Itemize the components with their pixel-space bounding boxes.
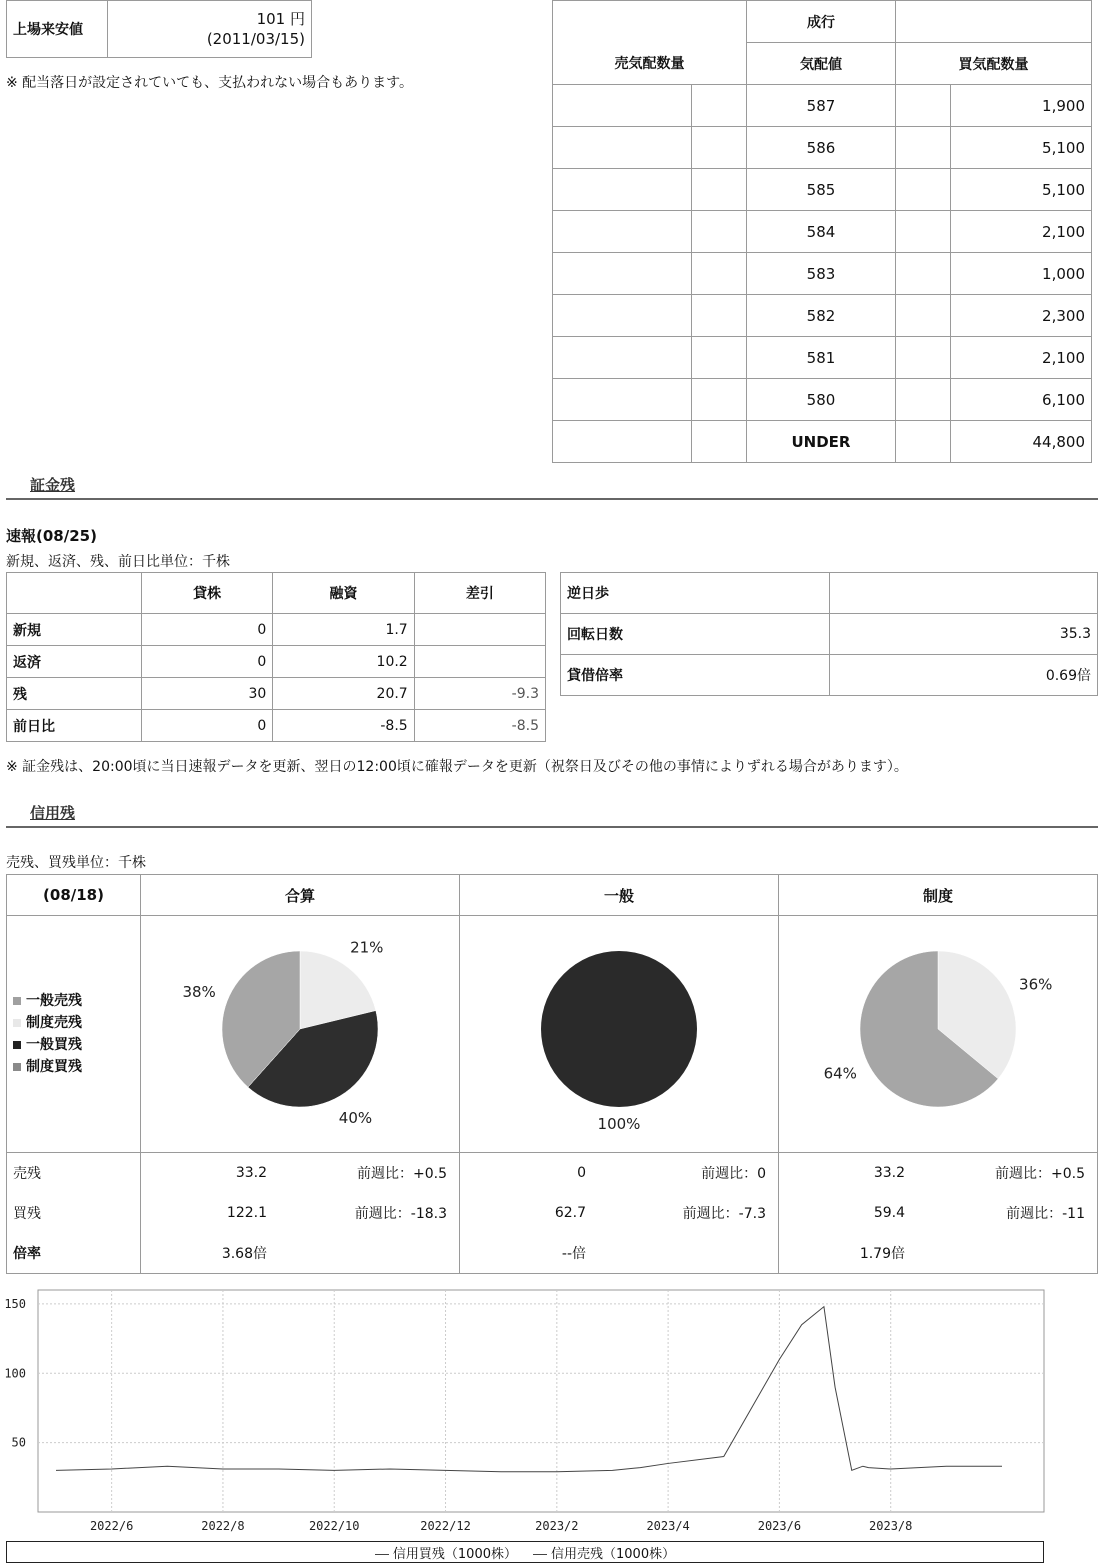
order-book-row — [553, 295, 1092, 337]
shoukin-row-label: 残 — [7, 678, 142, 710]
order-book-table — [552, 0, 1092, 463]
y-tick-label: 100 — [4, 1366, 26, 1381]
buy-qty-cell: 2,100 — [951, 337, 1092, 379]
kashikabu-cell: 0 — [142, 710, 273, 742]
credit-cell — [779, 1233, 1098, 1274]
credit-diff: 前週比：+0.5 — [357, 1166, 447, 1182]
pie-seido — [785, 916, 1091, 1148]
chart-legend — [6, 1541, 1044, 1563]
pie-slice-label: 64% — [823, 1064, 857, 1083]
shoukin-unit: 新規、返済、残、前日比単位：千株 — [6, 554, 230, 570]
legend-item — [13, 1012, 134, 1034]
credit-value: --倍 — [561, 1246, 586, 1262]
credit-value: 0 — [577, 1165, 586, 1181]
sell-order-cell — [692, 127, 747, 169]
credit-cell — [141, 1233, 460, 1274]
pie-slice-label: 100% — [597, 1115, 641, 1133]
credit-cell — [460, 1233, 779, 1274]
price-cell: 584 — [747, 211, 896, 253]
buy-qty-cell: 6,100 — [951, 379, 1092, 421]
order-book-row — [553, 127, 1092, 169]
x-tick-label: 2023/6 — [757, 1519, 802, 1533]
sell-order-cell — [692, 85, 747, 127]
sashihiki-cell — [414, 614, 545, 646]
legend-sell: 信用売残（1000株） — [533, 1543, 675, 1562]
y-tick-label: 150 — [4, 1296, 26, 1311]
shoukin-table — [6, 572, 546, 742]
order-book-row — [553, 85, 1092, 127]
shoukin-row — [7, 710, 546, 742]
credit-row-label: 倍率 — [7, 1233, 141, 1274]
order-book-row — [553, 421, 1092, 463]
market-order-label: 成行 — [747, 1, 896, 43]
credit-row — [7, 1153, 1098, 1194]
sell-qty-cell — [553, 421, 692, 463]
pie-slice — [541, 951, 697, 1107]
legend-swatch — [13, 1041, 21, 1049]
col-ippan: 一般 — [460, 875, 779, 916]
legend-swatch — [13, 1063, 21, 1071]
buy-qty-cell: 5,100 — [951, 127, 1092, 169]
credit-cell — [779, 1193, 1098, 1233]
buy-order-cell — [896, 169, 951, 211]
sashihiki-header: 差引 — [414, 573, 545, 614]
listing-low-date: (2011/03/15) — [206, 30, 305, 48]
sashihiki-cell: -9.3 — [414, 678, 545, 710]
buy-qty-cell: 5,100 — [951, 169, 1092, 211]
pie-slice-label: 21% — [350, 938, 384, 957]
legend-swatch — [13, 997, 21, 1005]
sell-qty-cell — [553, 337, 692, 379]
sashihiki-cell: -8.5 — [414, 710, 545, 742]
legend-swatch — [13, 1019, 21, 1027]
sell-qty-cell — [553, 169, 692, 211]
shoukin-row — [7, 646, 546, 678]
listing-low-table — [6, 0, 312, 58]
sell-order-cell — [692, 295, 747, 337]
listing-low-price: 101 円 — [256, 10, 305, 28]
pie-gassan — [147, 916, 453, 1148]
credit-diff: 前週比：0 — [701, 1166, 766, 1182]
legend-label: 一般売残 — [26, 993, 82, 1009]
order-book-row — [553, 379, 1092, 421]
stats-row — [561, 573, 1098, 614]
buy-order-cell — [896, 379, 951, 421]
yushi-header: 融資 — [273, 573, 414, 614]
credit-date: (08/18) — [7, 875, 141, 916]
yushi-cell: 10.2 — [273, 646, 414, 678]
order-book-row — [553, 169, 1092, 211]
sell-order-cell — [692, 169, 747, 211]
credit-value: 1.79倍 — [859, 1246, 905, 1262]
x-tick-label: 2022/6 — [89, 1519, 134, 1533]
sell-qty-cell — [553, 85, 692, 127]
sell-qty-cell — [553, 253, 692, 295]
sell-qty-cell — [553, 211, 692, 253]
kashikabu-cell: 0 — [142, 614, 273, 646]
listing-low-label: 上場来安値 — [7, 1, 108, 58]
x-tick-label: 2023/2 — [535, 1519, 579, 1533]
credit-diff: 前週比：-11 — [1006, 1206, 1085, 1222]
x-tick-label: 2023/8 — [869, 1519, 913, 1533]
section-divider — [6, 498, 1098, 500]
listing-low-value — [108, 1, 312, 58]
x-tick-label: 2023/4 — [646, 1519, 690, 1533]
credit-value: 33.2 — [873, 1165, 905, 1181]
credit-diff: 前週比：-18.3 — [354, 1206, 447, 1222]
buy-qty-cell: 44,800 — [951, 421, 1092, 463]
shoukin-row-label: 返済 — [7, 646, 142, 678]
stats-row — [561, 614, 1098, 655]
sell-order-cell — [692, 421, 747, 463]
buy-order-cell — [896, 211, 951, 253]
stats-value: 35.3 — [830, 614, 1098, 655]
order-book-row — [553, 211, 1092, 253]
credit-line-chart — [0, 1284, 1100, 1540]
pie-slice-label: 38% — [182, 982, 216, 1001]
buy-qty-cell: 2,100 — [951, 211, 1092, 253]
x-tick-label: 2022/12 — [420, 1519, 471, 1533]
sell-qty-cell — [553, 295, 692, 337]
legend-label: 制度買残 — [26, 1059, 82, 1075]
buy-order-cell — [896, 421, 951, 463]
legend-label: 制度売残 — [26, 1015, 82, 1031]
price-cell: 582 — [747, 295, 896, 337]
yushi-cell: -8.5 — [273, 710, 414, 742]
dividend-note: ※ 配当落日が設定されていても、支払われない場合もあります。 — [6, 75, 414, 91]
stats-label: 回転日数 — [561, 614, 830, 655]
credit-row-label: 買残 — [7, 1193, 141, 1233]
stats-row — [561, 655, 1098, 696]
credit-diff: 前週比：-7.3 — [682, 1206, 766, 1222]
credit-unit: 売残、買残単位：千株 — [6, 855, 146, 871]
col-seido: 制度 — [779, 875, 1098, 916]
sell-order-cell — [692, 253, 747, 295]
shoukin-section-title[interactable]: 証金残 — [30, 476, 76, 494]
pie-slice-label: 36% — [1019, 975, 1053, 994]
credit-value: 59.4 — [873, 1205, 905, 1221]
credit-section-title[interactable]: 信用残 — [30, 804, 76, 822]
stats-value: 0.69倍 — [830, 655, 1098, 696]
credit-cell — [460, 1193, 779, 1233]
legend-buy: 信用買残（1000株） — [375, 1543, 517, 1562]
buy-order-cell — [896, 337, 951, 379]
price-cell: 587 — [747, 85, 896, 127]
price-cell: 585 — [747, 169, 896, 211]
sell-qty-cell — [553, 127, 692, 169]
buy-qty-header: 買気配数量 — [896, 43, 1092, 85]
y-tick-label: 50 — [11, 1435, 26, 1450]
kashikabu-header: 貸株 — [142, 573, 273, 614]
credit-cell — [460, 1153, 779, 1194]
kashikabu-cell: 0 — [142, 646, 273, 678]
credit-cell — [141, 1193, 460, 1233]
legend-item — [13, 990, 134, 1012]
legend-label: 一般買残 — [26, 1037, 82, 1053]
credit-value: 62.7 — [554, 1205, 586, 1221]
pie-ippan — [466, 916, 772, 1148]
credit-row — [7, 1193, 1098, 1233]
buy-qty-cell: 1,000 — [951, 253, 1092, 295]
buy-order-cell — [896, 127, 951, 169]
buy-order-cell — [896, 295, 951, 337]
pie-legend — [7, 916, 141, 1153]
col-gassan: 合算 — [141, 875, 460, 916]
plot-area — [38, 1290, 1044, 1512]
stats-label: 逆日歩 — [561, 573, 830, 614]
shoukin-row — [7, 614, 546, 646]
kashikabu-cell: 30 — [142, 678, 273, 710]
section-divider — [6, 826, 1098, 828]
credit-row — [7, 1233, 1098, 1274]
buy-qty-cell: 2,300 — [951, 295, 1092, 337]
legend-item — [13, 1034, 134, 1056]
legend-item — [13, 1056, 134, 1078]
price-cell: 581 — [747, 337, 896, 379]
sokuho-title: 速報(08/25) — [6, 527, 97, 545]
credit-cell — [141, 1153, 460, 1194]
order-book-row — [553, 253, 1092, 295]
shoukin-row-label: 新規 — [7, 614, 142, 646]
stats-label: 貸借倍率 — [561, 655, 830, 696]
sell-qty-cell — [553, 379, 692, 421]
price-cell: UNDER — [747, 421, 896, 463]
sell-order-cell — [692, 211, 747, 253]
price-cell: 586 — [747, 127, 896, 169]
credit-row-label: 売残 — [7, 1153, 141, 1194]
credit-value: 122.1 — [226, 1205, 267, 1221]
price-header: 気配値 — [747, 43, 896, 85]
shoukin-stats-table — [560, 572, 1098, 696]
credit-value: 3.68倍 — [221, 1246, 267, 1262]
buy-qty-cell: 1,900 — [951, 85, 1092, 127]
credit-value: 33.2 — [235, 1165, 267, 1181]
yushi-cell: 1.7 — [273, 614, 414, 646]
sashihiki-cell — [414, 646, 545, 678]
yushi-cell: 20.7 — [273, 678, 414, 710]
shoukin-row-label: 前日比 — [7, 710, 142, 742]
price-cell: 580 — [747, 379, 896, 421]
shoukin-note: ※ 証金残は、20:00頃に当日速報データを更新、翌日の12:00頃に確報データを更新（祝祭日及びその他の事情によりずれる場合があります）。 — [6, 759, 908, 775]
sell-qty-header: 売気配数量 — [553, 43, 747, 85]
buy-order-cell — [896, 85, 951, 127]
order-book-row — [553, 337, 1092, 379]
sell-order-cell — [692, 337, 747, 379]
credit-table — [6, 874, 1098, 1274]
shoukin-row — [7, 678, 546, 710]
stats-value — [830, 573, 1098, 614]
credit-diff: 前週比：+0.5 — [995, 1166, 1085, 1182]
x-tick-label: 2022/10 — [308, 1519, 360, 1533]
buy-order-cell — [896, 253, 951, 295]
credit-cell — [779, 1153, 1098, 1194]
sell-order-cell — [692, 379, 747, 421]
x-tick-label: 2022/8 — [201, 1519, 245, 1533]
pie-slice-label: 40% — [338, 1109, 373, 1128]
price-cell: 583 — [747, 253, 896, 295]
